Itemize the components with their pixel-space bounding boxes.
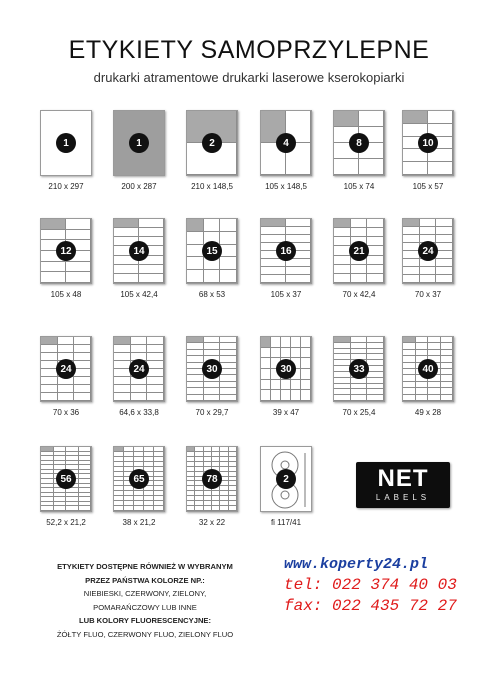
label-sheet-3 [186,110,238,176]
sheet-cell [66,219,91,230]
sheet-cell [114,274,139,283]
sheet-cell [351,265,368,274]
sheet-cell [403,227,420,235]
label-sheet-13 [40,336,92,402]
sheet-cell [187,232,204,245]
label-size-caption: 105 x 37 [270,290,302,299]
sheet-cell [281,390,291,401]
sheet-cell [334,228,351,237]
label-sheet-16 [260,336,312,402]
sheet-cell [41,230,66,241]
label-sheet-9 [186,218,238,284]
sheet-cell [147,361,164,369]
sheet-cell [114,377,131,385]
sheet-cell [261,275,286,283]
sheet-cell [147,369,164,377]
sheet-cell [144,506,154,511]
sheet-cell [187,219,204,232]
sheet-cell [147,385,164,393]
sheet-cell [403,395,416,401]
sheet-cell [114,219,139,228]
sheet-cell [154,506,164,511]
label-sheet-17 [333,336,385,402]
label-size-caption: 64,6 x 33,8 [119,408,159,417]
sheet-cell [291,390,301,401]
sheet-cell [351,219,368,228]
sheet-cell [58,393,75,401]
sheet-cell [301,380,311,391]
sheet-cell [131,337,148,345]
sheet-cell [220,506,228,511]
sheet-cell [58,345,75,353]
sheet-cell [204,506,212,511]
label-count-badge: 4 [276,133,296,153]
label-sheet-5 [333,110,385,176]
label-sheet-20 [113,446,165,512]
sheet-cell [139,219,164,228]
sheet-cell [261,219,286,227]
label-size-caption: 52,2 x 21,2 [46,518,86,527]
sheet-cell [281,348,291,359]
sheet-cell [261,227,286,235]
label-count-badge: 30 [202,359,222,379]
sheet-cell [403,267,420,275]
sheet-cell [74,337,91,345]
sheet-cell [403,275,420,283]
sheet-cell [301,390,311,401]
sheet-cell [147,377,164,385]
label-count-badge: 78 [202,469,222,489]
sheet-cell [114,393,131,401]
label-size-caption: fi 117/41 [270,518,302,527]
cd-hole [281,491,289,499]
label-size-caption: 38 x 21,2 [122,518,156,527]
sheet-cell [367,219,384,228]
sheet-cell [41,353,58,361]
label-count-badge: 30 [276,359,296,379]
label-size-caption: 39 x 47 [272,408,300,417]
sheet-cell [41,506,54,511]
sheet-cell [229,506,237,511]
label-size-caption: 70 x 42,4 [342,290,376,299]
label-size-caption: 32 x 22 [198,518,226,527]
label-size-caption: 105 x 57 [412,182,444,191]
sheet-cell [403,259,420,267]
sheet-cell [204,270,221,283]
sheet-cell [147,345,164,353]
sheet-cell [114,385,131,393]
sheet-cell [441,395,454,401]
sheet-cell [114,353,131,361]
sheet-cell [403,162,428,175]
sheet-cell [74,369,91,377]
label-count-badge: 8 [349,133,369,153]
sheet-cell [74,361,91,369]
sheet-cell [220,257,237,270]
sheet-cell [74,345,91,353]
label-count-badge: 56 [56,469,76,489]
sheet-cell [416,395,429,401]
sheet-cell [334,237,351,246]
sheet-cell [139,265,164,274]
sheet-cell [187,270,204,283]
sheet-cell [359,159,384,175]
sheet-cell [271,380,281,391]
label-sheet-15 [186,336,238,402]
label-sheet-2 [113,110,165,176]
sheet-cell [41,345,58,353]
sheet-cell [114,506,124,511]
sheet-cell [147,337,164,345]
sheet-cell [436,267,453,275]
phone-number: tel: 022 374 40 03 [284,576,457,594]
sheet-cell [74,377,91,385]
label-size-caption: 105 x 48 [50,290,82,299]
sheet-cell [58,337,75,345]
sheet-cell [261,348,271,359]
sheet-cell [74,353,91,361]
sheet-cell [58,385,75,393]
sheet-cell [131,345,148,353]
label-size-caption: 70 x 29,7 [195,408,229,417]
logo-name: NET [377,465,429,492]
info-line-3: NIEBIESKI, CZERWONY, ZIELONY, [83,589,207,598]
sheet-cell [124,506,134,511]
page-title: ETYKIETY SAMOPRZYLEPNE [68,36,430,64]
sheet-cell [261,267,286,275]
label-count-badge: 2 [202,133,222,153]
label-sheet-19 [40,446,92,512]
sheet-cell [428,111,453,124]
color-info [34,560,256,641]
sheet-cell [281,337,291,348]
sheet-cell [428,162,453,175]
sheet-cell [334,274,351,283]
sheet-cell [261,390,271,401]
sheet-cell [367,395,384,401]
label-count-badge: 24 [56,359,76,379]
sheet-cell [301,358,311,369]
sheet-cell [114,345,131,353]
sheet-cell [187,506,195,511]
sheet-cell [261,358,271,369]
label-sheet-8 [113,218,165,284]
sheet-cell [301,348,311,359]
sheet-cell [301,369,311,380]
logo-sub: LABELS [375,493,431,502]
label-sheet-7 [40,218,92,284]
label-sheet-4 [260,110,312,176]
sheet-cell [367,246,384,255]
label-sheet-1 [40,110,92,176]
sheet-cell [134,506,144,511]
sheet-cell [428,395,441,401]
sheet-cell [403,219,420,227]
sheet-cell [367,274,384,283]
label-count-badge: 14 [129,241,149,261]
sheet-cell [334,256,351,265]
sheet-cell [41,393,58,401]
sheet-cell [420,267,437,275]
label-sheet-21 [186,446,238,512]
sheet-cell [367,265,384,274]
sheet-cell [420,275,437,283]
label-size-caption: 70 x 36 [52,408,80,417]
sheet-cell [114,265,139,274]
sheet-cell [334,265,351,274]
label-size-caption: 200 x 287 [121,182,157,191]
sheet-cell [147,353,164,361]
sheet-cell [301,337,311,348]
label-count-badge: 1 [129,133,149,153]
sheet-cell [66,262,91,273]
info-line-2: PRZEZ PAŃSTWA KOLORZE NP.: [85,575,205,585]
contact-block [284,556,457,615]
label-sheet-10 [260,218,312,284]
label-count-badge: 40 [418,359,438,379]
sheet-cell [436,243,453,251]
sheet-cell [334,219,351,228]
sheet-cell [79,506,92,511]
label-size-caption: 105 x 74 [343,182,375,191]
net-labels-logo [356,462,450,508]
sheet-cell [41,219,66,230]
label-count-badge: 16 [276,241,296,261]
sheet-cell [334,395,351,401]
label-count-badge: 2 [276,469,296,489]
sheet-cell [261,337,271,348]
sheet-cell [291,348,301,359]
sheet-cell [271,337,281,348]
sheet-cell [367,256,384,265]
sheet-cell [436,251,453,259]
label-count-badge: 12 [56,241,76,261]
sheet-cell [131,385,148,393]
sheet-cell [261,369,271,380]
label-sheet-6 [402,110,454,176]
sheet-cell [41,262,66,273]
sheet-cell [351,228,368,237]
info-line-1: ETYKIETY DOSTĘPNE RÓWNIEŻ W WYBRANYM [57,562,233,571]
label-sheet-12 [402,218,454,284]
sheet-cell [351,274,368,283]
label-count-badge: 15 [202,241,222,261]
sheet-cell [271,348,281,359]
sheet-cell [204,395,221,401]
sheet-cell [351,395,368,401]
sheet-cell [286,227,311,235]
fax-number: fax: 022 435 72 27 [284,597,457,615]
sheet-cell [74,385,91,393]
label-count-badge: 10 [418,133,438,153]
label-count-badge: 1 [56,133,76,153]
sheet-cell [261,380,271,391]
sheet-cell [367,228,384,237]
label-sheet-11 [333,218,385,284]
sheet-cell [220,395,237,401]
info-line-6: ŻÓŁTY FLUO, CZERWONY FLUO, ZIELONY FLUO [56,629,234,639]
sheet-cell [403,235,420,243]
sheet-cell [41,377,58,385]
sheet-cell [139,274,164,283]
sheet-cell [187,257,204,270]
sheet-cell [367,237,384,246]
label-size-caption: 105 x 42,4 [120,290,158,299]
sheet-cell [436,219,453,227]
sheet-cell [286,275,311,283]
sheet-cell [41,385,58,393]
page-subtitle: drukarki atramentowe drukarki laserowe kserokopiarki [93,70,405,85]
label-size-caption: 70 x 25,4 [342,408,376,417]
sheet-cell [195,506,203,511]
website-link[interactable]: www.koperty24.pl [284,556,429,573]
sheet-cell [436,275,453,283]
sheet-cell [139,228,164,237]
sheet-cell [66,230,91,241]
sheet-cell [436,235,453,243]
sheet-cell [286,267,311,275]
sheet-cell [334,111,359,127]
sheet-cell [220,232,237,245]
sheet-cell [291,380,301,391]
label-size-caption: 49 x 28 [414,408,442,417]
sheet-cell [359,111,384,127]
label-size-caption: 210 x 148,5 [191,182,233,191]
label-sheet-18 [402,336,454,402]
sheet-cell [41,272,66,283]
sheet-cell [220,245,237,258]
info-line-5: LUB KOLORY FLUORESCENCYJNE: [78,616,212,625]
cd-hole [281,461,289,469]
sheet-cell [291,337,301,348]
sheet-cell [403,111,428,124]
label-size-caption: 70 x 37 [414,290,442,299]
label-count-badge: 24 [129,359,149,379]
sheet-cell [204,219,221,232]
sheet-cell [187,395,204,401]
sheet-cell [420,227,437,235]
sheet-cell [114,228,139,237]
sheet-cell [74,393,91,401]
label-count-badge: 21 [349,241,369,261]
sheet-cell [41,337,58,345]
sheet-cell [54,506,67,511]
sheet-cell [220,270,237,283]
sheet-cell [147,393,164,401]
sheet-cell [436,227,453,235]
label-size-caption: 210 x 297 [48,182,84,191]
sheet-cell [286,219,311,227]
sheet-cell [436,259,453,267]
label-size-caption: 105 x 148,5 [265,182,307,191]
sheet-cell [66,272,91,283]
sheet-cell [420,219,437,227]
label-sheet-14 [113,336,165,402]
label-count-badge: 65 [129,469,149,489]
sheet-cell [220,219,237,232]
sheet-cell [334,159,359,175]
label-count-badge: 24 [418,241,438,261]
label-sheet-22 [260,446,312,512]
sheet-cell [271,390,281,401]
sheet-cell [66,506,79,511]
sheet-cell [114,337,131,345]
label-size-caption: 68 x 53 [198,290,226,299]
sheet-cell [212,506,220,511]
label-count-badge: 33 [349,359,369,379]
sheet-cell [131,393,148,401]
sheet-cell [281,380,291,391]
info-line-4: POMARAŃCZOWY LUB INNE [93,602,197,612]
